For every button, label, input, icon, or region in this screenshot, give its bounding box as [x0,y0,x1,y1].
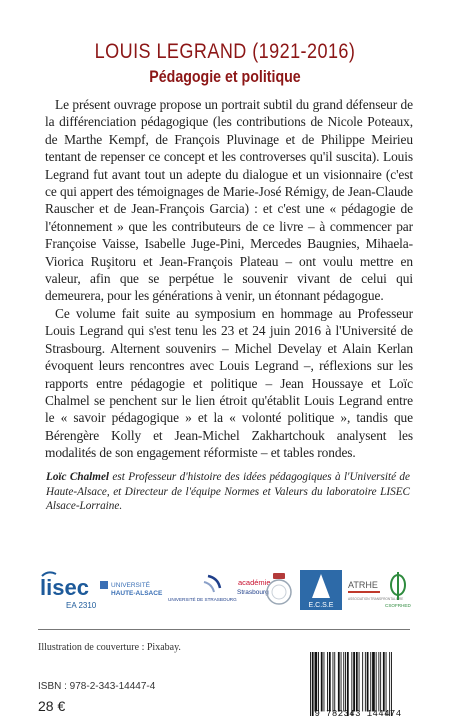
book-title: LOUIS LEGRAND (1921-2016) [94,40,356,63]
author-bio [46,470,410,514]
paragraph-1: Le présent ouvrage propose un portrait subtil du grand défenseur de la différenciation pédagogique (les contributions de Nicole Poteaux, de Marthe Kempf, de François Pluvinage et de Philippe Meirieu tentant de repenser ce concept et les controverses qu'il suscita). Louis Legrand fut avant tout un adepte du dialogue et un visionnaire (c'est ce qui appert des témoignages de Marie-José Rémigy, de Jean-Claude Rauscher et de Jean-François Garcia) : et c'est une « pédagogie de l'étonnement » que les contributeurs de ce livre – à commencer par Françoise Vaisse, Isabelle Juge-Pini, Mercedes Baugnies, Mihaela-Viorica Ruşitoru et Jean-François Plateau – ont voulu mettre en valeur, afin que se perpétue le souvenir vivant de celui qui demeurera, pour les générations à venir, un étonnant pédagogue. [45,97,413,304]
lisec-logo-subtext: EA 2310 [66,601,97,610]
barcode-bar [372,652,375,711]
strasbourg-logo-text: UNIVERSITÉ DE STRASBOURG [168,597,237,602]
barcode-bar [312,652,314,716]
lisec-logo-text: lisec [40,575,89,600]
barcode-bar [351,652,352,716]
phi-logo [384,570,412,610]
barcode-bar [343,652,344,711]
uha-logo [100,578,162,602]
barcode-bar [356,652,358,711]
barcode-bar [359,652,360,711]
phi-logo-text: CSOFRHED [385,603,411,608]
paragraph-2: Ce volume fait suite au symposium en hommage au Professeur Louis Legrand qui s'est tenu les 23 et 24 juin 2016 à l'Université de Strasbourg. Alternent souvenirs – Michel Develay et Alain Kerlan évoquent leurs rencontres avec Louis Legrand –, réflexions sur les rapports entre pédagogie et politique – Jean Houssaye et Loïc Chalmel se penchent sur le lien étroit qu'établit Louis Legrand entre le « savoir pédagogique » et la « volonté politique », tandis que Bérengère Kolly et Jean-Michel Zakhartchouk analysent les modalités de son engagement réformiste – et tables rondes. [45,305,413,461]
illustration-credit: Illustration de couverture : Pixabay. [38,642,181,653]
lisec-logo [38,568,96,612]
atrhe-logo-subtext: ASSOCIATION TRANSFRONTALIÈRE [348,597,404,601]
barcode-bar [376,652,377,711]
barcode-bar [324,652,325,711]
partner-logos [38,566,410,616]
author-name: Loïc Chalmel [46,471,110,483]
barcode-bar [386,652,387,716]
barcode-bar [318,652,319,711]
seal-logo [264,570,294,610]
barcode-bar [365,652,366,711]
barcode-bar [370,652,371,711]
title-block [0,40,450,87]
barcode-bar [315,652,318,711]
price: 28 € [38,698,66,714]
uha-logo-top: UNIVERSITÉ [111,582,151,589]
footer-divider [38,629,410,630]
atrhe-logo-text: ATRHE [348,580,378,590]
barcode-bar [334,652,335,711]
barcode-bar [367,652,369,711]
barcode-bar [380,652,381,711]
back-cover-text [45,96,413,462]
ecse-logo [300,570,342,610]
barcode-digits: 9 782343 144474 [314,709,402,719]
barcode-bar [347,652,349,716]
ecse-logo-text: E.C.S.E [308,602,334,609]
isbn: ISBN : 978-2-343-14447-4 [38,681,156,692]
author-bio-text: est Professeur d'histoire des idées pédagogiques à l'Université de Haute-Alsace, et Directeur de l'équipe Normes et Valeurs du laboratoire LISEC Alsace-Lorraine. [46,471,410,513]
academie-logo-bottom: Strasbourg [237,589,269,596]
barcode-bar [310,652,311,716]
barcode-bar [329,652,331,711]
barcode-bar [345,652,346,711]
barcode-bar [383,652,385,711]
book-subtitle: Pédagogie et politique [149,68,301,86]
strasbourg-logo [166,572,237,606]
barcode-bar [338,652,340,711]
barcode-bar [362,652,363,711]
barcode-bar [327,652,328,711]
barcode-bar [378,652,379,711]
academie-logo-top: académie [238,578,271,587]
barcode-bar [341,652,342,711]
barcode-bar [353,652,355,711]
barcode-bar [391,652,392,716]
barcode-bar [389,652,390,716]
barcode-bar [321,652,323,711]
uha-logo-bottom: HAUTE-ALSACE [111,590,163,597]
barcode-bar [333,652,334,711]
barcode [308,652,413,716]
